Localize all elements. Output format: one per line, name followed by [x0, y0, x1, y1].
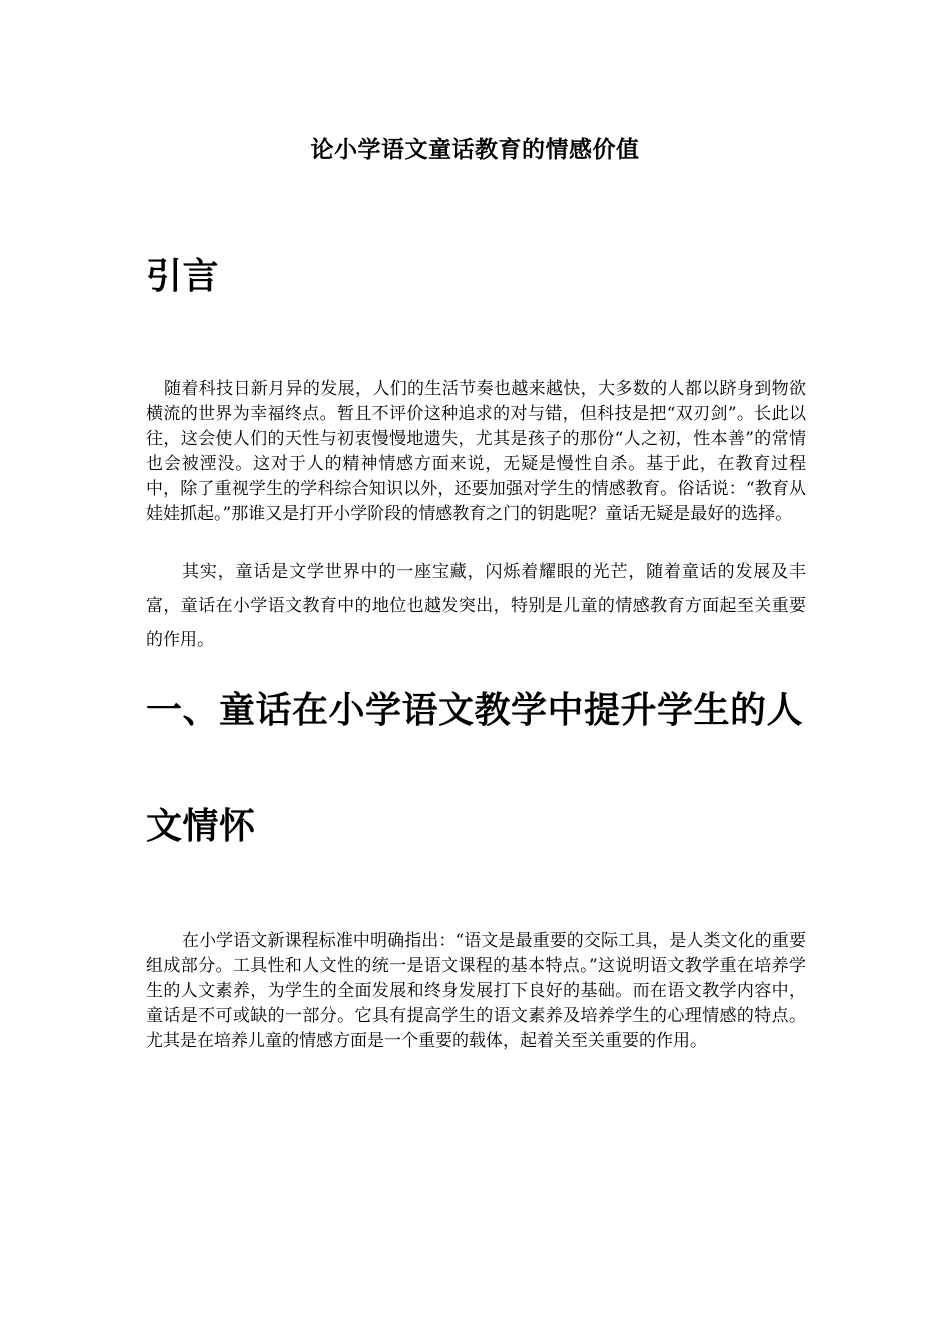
section-heading-introduction: 引言: [146, 255, 220, 297]
introduction-paragraph-2: 其实，童话是文学世界中的一座宝藏，闪烁着耀眼的光芒，随着童话的发展及丰富，童话在小学语文教育中的地位也越发突出，特别是儿童的情感教育方面起至关重要的作用。: [146, 562, 806, 650]
section-1-paragraph-1: 在小学语文新课程标准中明确指出：“语文是最重要的交际工具，是人类文化的重要组成部分。工具性和人文性的统一是语文课程的基本特点。”这说明语文教学重在培养学生的人文素养，为学生的全面发展和终身发展打下良好的基础。而在语文教学内容中，童话是不可或缺的一部分。它具有提高学生的语文素养及培养学生的心理情感的特点。尤其是在培养儿童的情感方面是一个重要的载体，起着关至关重要的作用。: [146, 931, 806, 1051]
section-heading-1-line-1: 一、童话在小学语文教学中提升学生的人: [146, 689, 804, 731]
section-heading-1-line-2: 文情怀: [146, 805, 256, 847]
document-title: 论小学语文童话教育的情感价值: [310, 136, 640, 163]
introduction-paragraph-1: 随着科技日新月异的发展，人们的生活节奏也越来越快，大多数的人都以跻身到物欲横流的世界为幸福终点。暂且不评价这种追求的对与错，但科技是把“双刃剑”。长此以往，这会使人们的天性与初衷慢慢地遗失，尤其是孩子的那份“人之初，性本善”的常情也会被湮没。这对于人的精神情感方面来说，无疑是慢性自杀。基于此，在教育过程中，除了重视学生的学科综合知识以外，还要加强对学生的情感教育。俗话说：“教育从娃娃抓起。”那谁又是打开小学阶段的情感教育之门的钥匙呢？童话无疑是最好的选择。: [146, 379, 806, 524]
